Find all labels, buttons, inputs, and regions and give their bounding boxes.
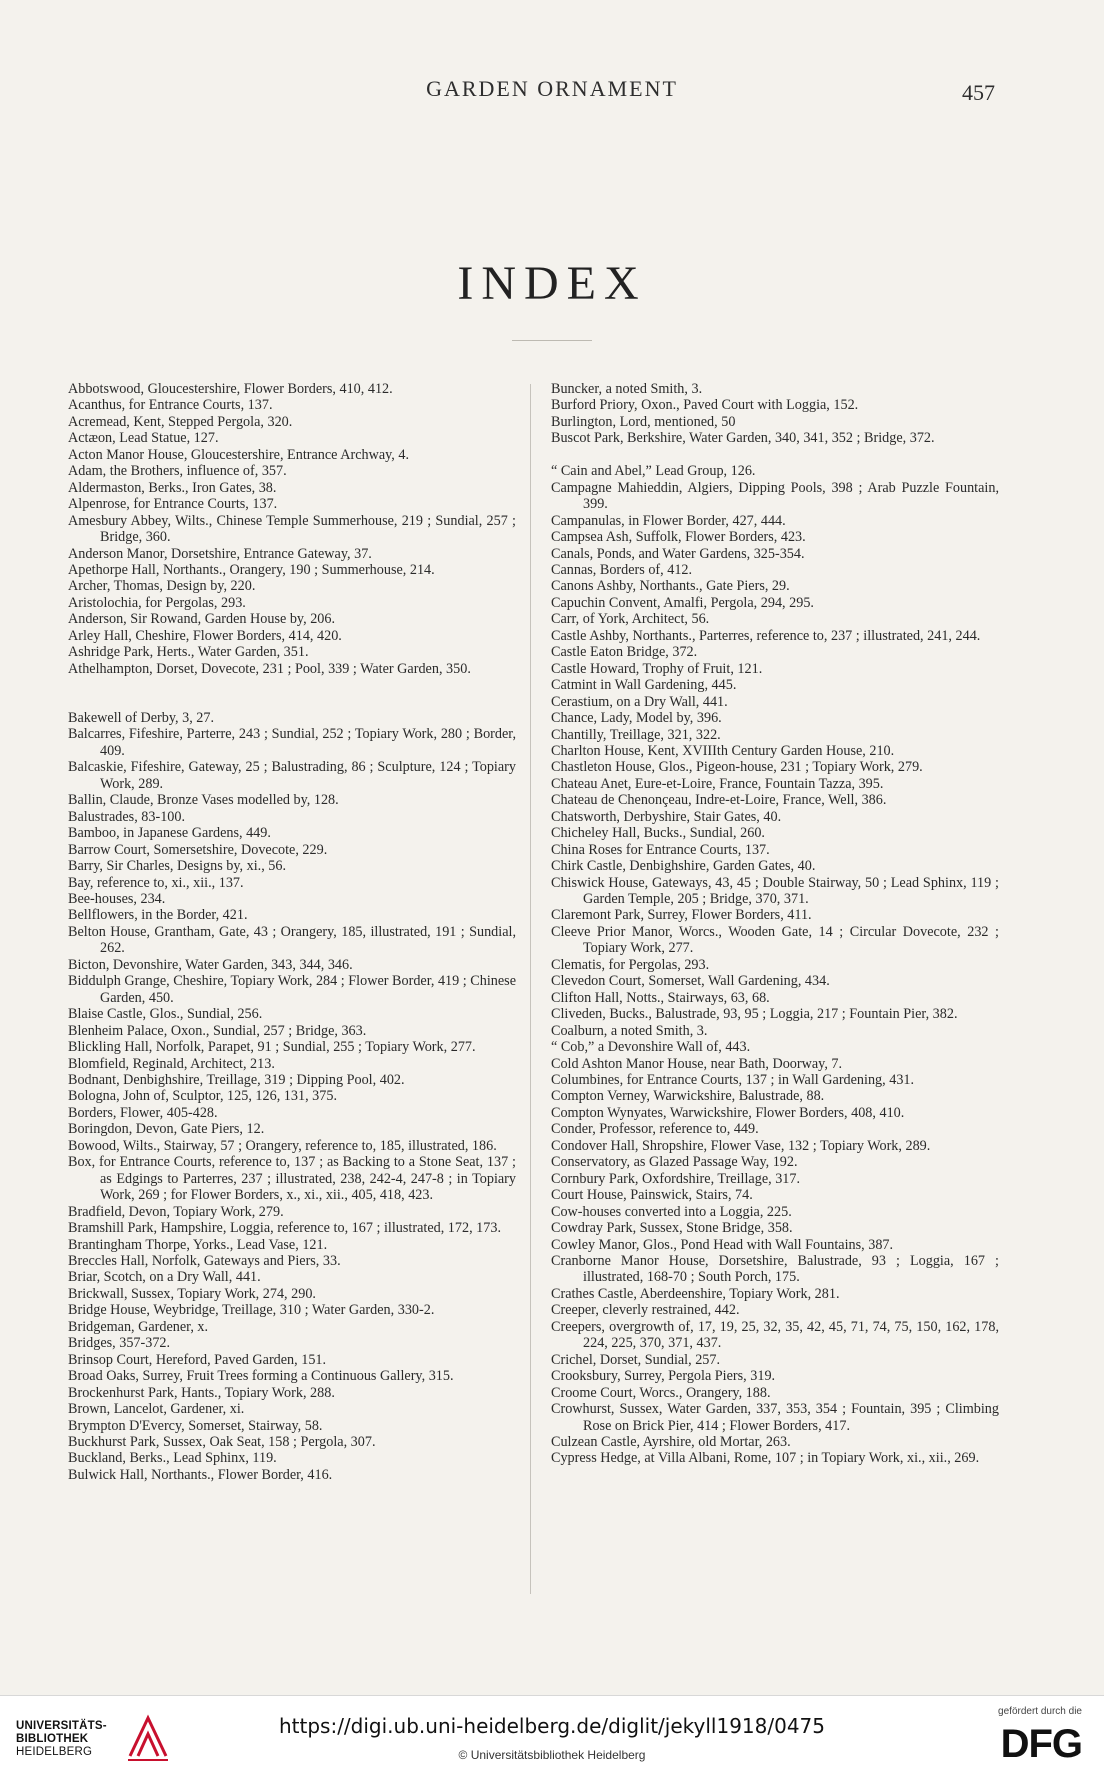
index-entry: Canals, Ponds, and Water Gardens, 325-354. xyxy=(551,545,805,562)
index-entry: Crowhurst, Sussex, Water Garden, 337, 353, 354 ; Fountain, 395 ; Climbing Rose on Brick Pier, 414 ; Flower Borders, 417. xyxy=(551,1401,999,1434)
index-entry: Chance, Lady, Model by, 396. xyxy=(551,710,722,727)
index-entry: Brown, Lancelot, Gardener, xi. xyxy=(68,1401,245,1418)
index-entry: Burlington, Lord, mentioned, 50 xyxy=(551,413,736,430)
entry-gap xyxy=(68,694,516,710)
index-entry: Chiswick House, Gateways, 43, 45 ; Double Stairway, 50 ; Lead Sphinx, 119 ; Garden Temple, 205 ; Bridge, 370, 371. xyxy=(551,874,999,908)
index-entry: Bramshill Park, Hampshire, Loggia, reference to, 167 ; illustrated, 172, 173. xyxy=(68,1220,502,1237)
index-entry: Clevedon Court, Somerset, Wall Gardening, 434. xyxy=(551,973,830,990)
index-entry: Capuchin Convent, Amalfi, Pergola, 294, 295. xyxy=(551,594,814,611)
index-entry: Conservatory, as Glazed Passage Way, 192. xyxy=(551,1154,798,1171)
index-entry: Borders, Flower, 405-428. xyxy=(68,1104,218,1121)
index-entry: Cliveden, Bucks., Balustrade, 93, 95 ; Loggia, 217 ; Fountain Pier, 382. xyxy=(551,1006,958,1023)
index-entry: Bellflowers, in the Border, 421. xyxy=(68,907,248,924)
index-entry: Biddulph Grange, Cheshire, Topiary Work, 284 ; Flower Border, 419 ; Chinese Garden, 450. xyxy=(68,973,516,1006)
index-entry: Conder, Professor, reference to, 449. xyxy=(551,1121,759,1138)
index-entry: Buckland, Berks., Lead Sphinx, 119. xyxy=(68,1450,277,1467)
index-entry: Balcarres, Fifeshire, Parterre, 243 ; Sundial, 252 ; Topiary Work, 280 ; Border, 409. xyxy=(68,726,516,759)
library-name-line1: UNIVERSITÄTS- xyxy=(16,1720,107,1732)
running-head: GARDEN ORNAMENT xyxy=(426,76,678,101)
index-entry: Boringdon, Devon, Gate Piers, 12. xyxy=(68,1121,265,1138)
index-entry: Campagne Mahieddin, Algiers, Dipping Pools, 398 ; Arab Puzzle Fountain, 399. xyxy=(551,479,999,513)
index-column-left xyxy=(68,381,516,1483)
index-entry: China Roses for Entrance Courts, 137. xyxy=(551,841,770,858)
index-entry: Cold Ashton Manor House, near Bath, Doorway, 7. xyxy=(551,1055,843,1072)
index-entry: Clifton Hall, Notts., Stairways, 63, 68. xyxy=(551,989,770,1006)
index-entry: Cornbury Park, Oxfordshire, Treillage, 317. xyxy=(551,1170,801,1187)
index-entry: Charlton House, Kent, XVIIIth Century Garden House, 210. xyxy=(551,742,895,759)
index-entry: Bridges, 357-372. xyxy=(68,1335,171,1352)
library-name-line3: HEIDELBERG xyxy=(16,1746,93,1758)
page-number: 457 xyxy=(962,80,995,105)
index-entry: Bologna, John of, Sculptor, 125, 126, 131, 375. xyxy=(68,1088,337,1105)
index-entry: Buscot Park, Berkshire, Water Garden, 340, 341, 352 ; Bridge, 372. xyxy=(551,430,935,447)
index-entry: Cowdray Park, Sussex, Stone Bridge, 358. xyxy=(551,1220,793,1237)
index-entry: Crathes Castle, Aberdeenshire, Topiary Work, 281. xyxy=(551,1285,840,1302)
index-entry: Bulwick Hall, Northants., Flower Border, 416. xyxy=(68,1466,333,1483)
index-entry: Chicheley Hall, Bucks., Sundial, 260. xyxy=(551,825,765,842)
index-entry: Archer, Thomas, Design by, 220. xyxy=(68,578,256,595)
index-entry: Buckhurst Park, Sussex, Oak Seat, 158 ; Pergola, 307. xyxy=(68,1433,376,1450)
index-entry: Cranborne Manor House, Dorsetshire, Balustrade, 93 ; Loggia, 167 ; illustrated, 168-70 ; South Porch, 175. xyxy=(551,1253,999,1286)
index-entry: Briar, Scotch, on a Dry Wall, 441. xyxy=(68,1269,261,1286)
index-entry: Coalburn, a noted Smith, 3. xyxy=(551,1022,708,1039)
index-entry: Barry, Sir Charles, Designs by, xi., 56. xyxy=(68,858,287,875)
index-entry: Cleeve Prior Manor, Worcs., Wooden Gate, 14 ; Circular Dovecote, 232 ; Topiary Work, 277. xyxy=(551,923,999,957)
index-entry: Arley Hall, Cheshire, Flower Borders, 414, 420. xyxy=(68,627,342,644)
index-entry: Athelhampton, Dorset, Dovecote, 231 ; Pool, 339 ; Water Garden, 350. xyxy=(68,660,471,677)
index-entry: Apethorpe Hall, Northants., Orangery, 190 ; Summerhouse, 214. xyxy=(68,561,435,578)
index-entry: Actæon, Lead Statue, 127. xyxy=(68,430,219,447)
copyright-notice: © Universitätsbibliothek Heidelberg xyxy=(458,1748,646,1762)
index-title: INDEX xyxy=(457,257,647,310)
index-entry: Burford Priory, Oxon., Paved Court with Loggia, 152. xyxy=(551,397,859,414)
index-entry: Catmint in Wall Gardening, 445. xyxy=(551,677,737,694)
index-entry: Acton Manor House, Gloucestershire, Entrance Archway, 4. xyxy=(68,446,410,463)
index-entry: Adam, the Brothers, influence of, 357. xyxy=(68,463,287,480)
index-entry: Brickwall, Sussex, Topiary Work, 274, 290. xyxy=(68,1285,316,1302)
index-entry: Bridge House, Weybridge, Treillage, 310 ; Water Garden, 330-2. xyxy=(68,1302,435,1319)
index-entry: Bakewell of Derby, 3, 27. xyxy=(68,710,215,727)
index-entry: Chantilly, Treillage, 321, 322. xyxy=(551,726,721,743)
index-entry: Anderson Manor, Dorsetshire, Entrance Gateway, 37. xyxy=(68,545,372,562)
index-entry: Cypress Hedge, at Villa Albani, Rome, 107 ; in Topiary Work, xi., xii., 269. xyxy=(551,1450,980,1467)
index-entry: Alpenrose, for Entrance Courts, 137. xyxy=(68,496,278,513)
index-entry: Bridgeman, Gardener, x. xyxy=(68,1318,209,1335)
entry-gap xyxy=(551,447,999,463)
index-entry: Carr, of York, Architect, 56. xyxy=(551,611,710,628)
index-entry: Bamboo, in Japanese Gardens, 449. xyxy=(68,825,271,842)
index-entry: Cowley Manor, Glos., Pond Head with Wall Fountains, 387. xyxy=(551,1236,894,1253)
index-entry: Abbotswood, Gloucestershire, Flower Borders, 410, 412. xyxy=(68,381,393,397)
library-name-line2: BIBLIOTHEK xyxy=(16,1733,89,1745)
index-entry: Balustrades, 83-100. xyxy=(68,808,186,825)
index-entry: Bee-houses, 234. xyxy=(68,891,166,908)
index-entry: Buncker, a noted Smith, 3. xyxy=(551,381,703,397)
index-entry: Acanthus, for Entrance Courts, 137. xyxy=(68,397,273,414)
index-entry: Castle Eaton Bridge, 372. xyxy=(551,644,698,661)
index-entry: Culzean Castle, Ayrshire, old Mortar, 263. xyxy=(551,1433,791,1450)
index-entry: Broad Oaks, Surrey, Fruit Trees forming a Continuous Gallery, 315. xyxy=(68,1368,454,1385)
index-entry: Brinsop Court, Hereford, Paved Garden, 151. xyxy=(68,1351,327,1368)
index-entry: Cerastium, on a Dry Wall, 441. xyxy=(551,693,728,710)
index-entry: Brympton D'Evercy, Somerset, Stairway, 58. xyxy=(68,1417,323,1434)
index-entry: Chateau Anet, Eure-et-Loire, France, Fountain Tazza, 395. xyxy=(551,775,884,792)
index-entry: Castle Ashby, Northants., Parterres, reference to, 237 ; illustrated, 241, 244. xyxy=(551,627,981,644)
index-entry: Brockenhurst Park, Hants., Topiary Work, 288. xyxy=(68,1384,335,1401)
title-rule xyxy=(512,340,592,341)
index-entry: Compton Wynyates, Warwickshire, Flower Borders, 408, 410. xyxy=(551,1104,905,1121)
index-entry: Campanulas, in Flower Border, 427, 444. xyxy=(551,512,786,529)
index-entry: Balcaskie, Fifeshire, Gateway, 25 ; Balustrading, 86 ; Sculpture, 124 ; Topiary Work, 289. xyxy=(68,759,516,792)
index-entry: Chirk Castle, Denbighshire, Garden Gates, 40. xyxy=(551,858,816,875)
index-entry: Crooksbury, Surrey, Pergola Piers, 319. xyxy=(551,1368,776,1385)
index-entry: Acremead, Kent, Stepped Pergola, 320. xyxy=(68,413,293,430)
index-entry: Blickling Hall, Norfolk, Parapet, 91 ; Sundial, 255 ; Topiary Work, 277. xyxy=(68,1039,476,1056)
index-entry: Castle Howard, Trophy of Fruit, 121. xyxy=(551,660,763,677)
index-entry: Breccles Hall, Norfolk, Gateways and Piers, 33. xyxy=(68,1252,341,1269)
index-entry: Chateau de Chenonçeau, Indre-et-Loire, France, Well, 386. xyxy=(551,792,887,809)
index-entry: Anderson, Sir Rowand, Garden House by, 206. xyxy=(68,611,336,628)
index-entry: Ballin, Claude, Bronze Vases modelled by, 128. xyxy=(68,792,339,809)
index-entry: Condover Hall, Shropshire, Flower Vase, 132 ; Topiary Work, 289. xyxy=(551,1137,931,1154)
dfg-logo[interactable]: DFG xyxy=(1000,1722,1082,1766)
column-divider xyxy=(530,384,531,1594)
index-entry: Blenheim Palace, Oxon., Sundial, 257 ; Bridge, 363. xyxy=(68,1022,367,1039)
index-column-right xyxy=(551,381,999,1467)
index-entry: Columbines, for Entrance Courts, 137 ; in Wall Gardening, 431. xyxy=(551,1072,915,1089)
entry-gap xyxy=(68,677,516,693)
index-entry: Blomfield, Reginald, Architect, 213. xyxy=(68,1055,275,1072)
index-entry: Claremont Park, Surrey, Flower Borders, 411. xyxy=(551,907,812,924)
index-entry: Amesbury Abbey, Wilts., Chinese Temple Summerhouse, 219 ; Sundial, 257 ; Bridge, 360. xyxy=(68,512,516,546)
index-entry: Croome Court, Worcs., Orangery, 188. xyxy=(551,1384,771,1401)
index-entry: Chatsworth, Derbyshire, Stair Gates, 40. xyxy=(551,808,782,825)
index-entry: Bodnant, Denbighshire, Treillage, 319 ; Dipping Pool, 402. xyxy=(68,1072,405,1088)
index-entry: Aldermaston, Berks., Iron Gates, 38. xyxy=(68,479,277,496)
index-entry: Chastleton House, Glos., Pigeon-house, 231 ; Topiary Work, 279. xyxy=(551,759,923,776)
index-entry: Cannas, Borders of, 412. xyxy=(551,561,693,578)
index-entry: Blaise Castle, Glos., Sundial, 256. xyxy=(68,1006,263,1023)
index-entry: Cow-houses converted into a Loggia, 225. xyxy=(551,1203,792,1220)
index-entry: Belton House, Grantham, Gate, 43 ; Orangery, 185, illustrated, 191 ; Sundial, 262. xyxy=(68,923,516,957)
index-entry: Bay, reference to, xi., xii., 137. xyxy=(68,874,244,891)
index-entry: Court House, Painswick, Stairs, 74. xyxy=(551,1187,753,1204)
index-entry: Box, for Entrance Courts, reference to, 137 ; as Backing to a Stone Seat, 137 ; as Edgings to Parterres, 237 ; illustrated, 238, 242-4, 247-8 ; in Topiary Work, 269 ; for Flower Borders, x., xi., xii., 405, 418, 423. xyxy=(68,1154,516,1204)
index-entry: Crichel, Dorset, Sundial, 257. xyxy=(551,1351,721,1368)
viewer-footer xyxy=(0,1695,1104,1775)
index-entry: “ Cob,” a Devonshire Wall of, 443. xyxy=(551,1039,751,1056)
index-entry: Creeper, cleverly restrained, 442. xyxy=(551,1302,740,1319)
index-entry: Campsea Ash, Suffolk, Flower Borders, 423. xyxy=(551,529,806,546)
index-entry: Bicton, Devonshire, Water Garden, 343, 344, 346. xyxy=(68,956,353,973)
index-entry: Bowood, Wilts., Stairway, 57 ; Orangery, reference to, 185, illustrated, 186. xyxy=(68,1137,497,1154)
index-entry: Brantingham Thorpe, Yorks., Lead Vase, 121. xyxy=(68,1236,328,1253)
index-entry: Canons Ashby, Northants., Gate Piers, 29. xyxy=(551,578,790,595)
permalink-url[interactable]: https://digi.ub.uni-heidelberg.de/diglit/jekyll1918/0475 xyxy=(278,1714,825,1738)
index-entry: Bradfield, Devon, Topiary Work, 279. xyxy=(68,1203,284,1220)
index-entry: Clematis, for Pergolas, 293. xyxy=(551,956,710,973)
index-entry: Ashridge Park, Herts., Water Garden, 351. xyxy=(68,644,309,661)
funding-label: gefördert durch die xyxy=(998,1706,1082,1717)
index-entry: Creepers, overgrowth of, 17, 19, 25, 32, 35, 42, 45, 71, 74, 75, 150, 162, 178, 224, 225, 370, 371, 437. xyxy=(551,1318,999,1352)
index-entry: Compton Verney, Warwickshire, Balustrade, 88. xyxy=(551,1088,825,1105)
index-entry: Barrow Court, Somersetshire, Dovecote, 229. xyxy=(68,841,328,858)
index-entry: Aristolochia, for Pergolas, 293. xyxy=(68,594,246,611)
index-entry: “ Cain and Abel,” Lead Group, 126. xyxy=(551,463,756,480)
